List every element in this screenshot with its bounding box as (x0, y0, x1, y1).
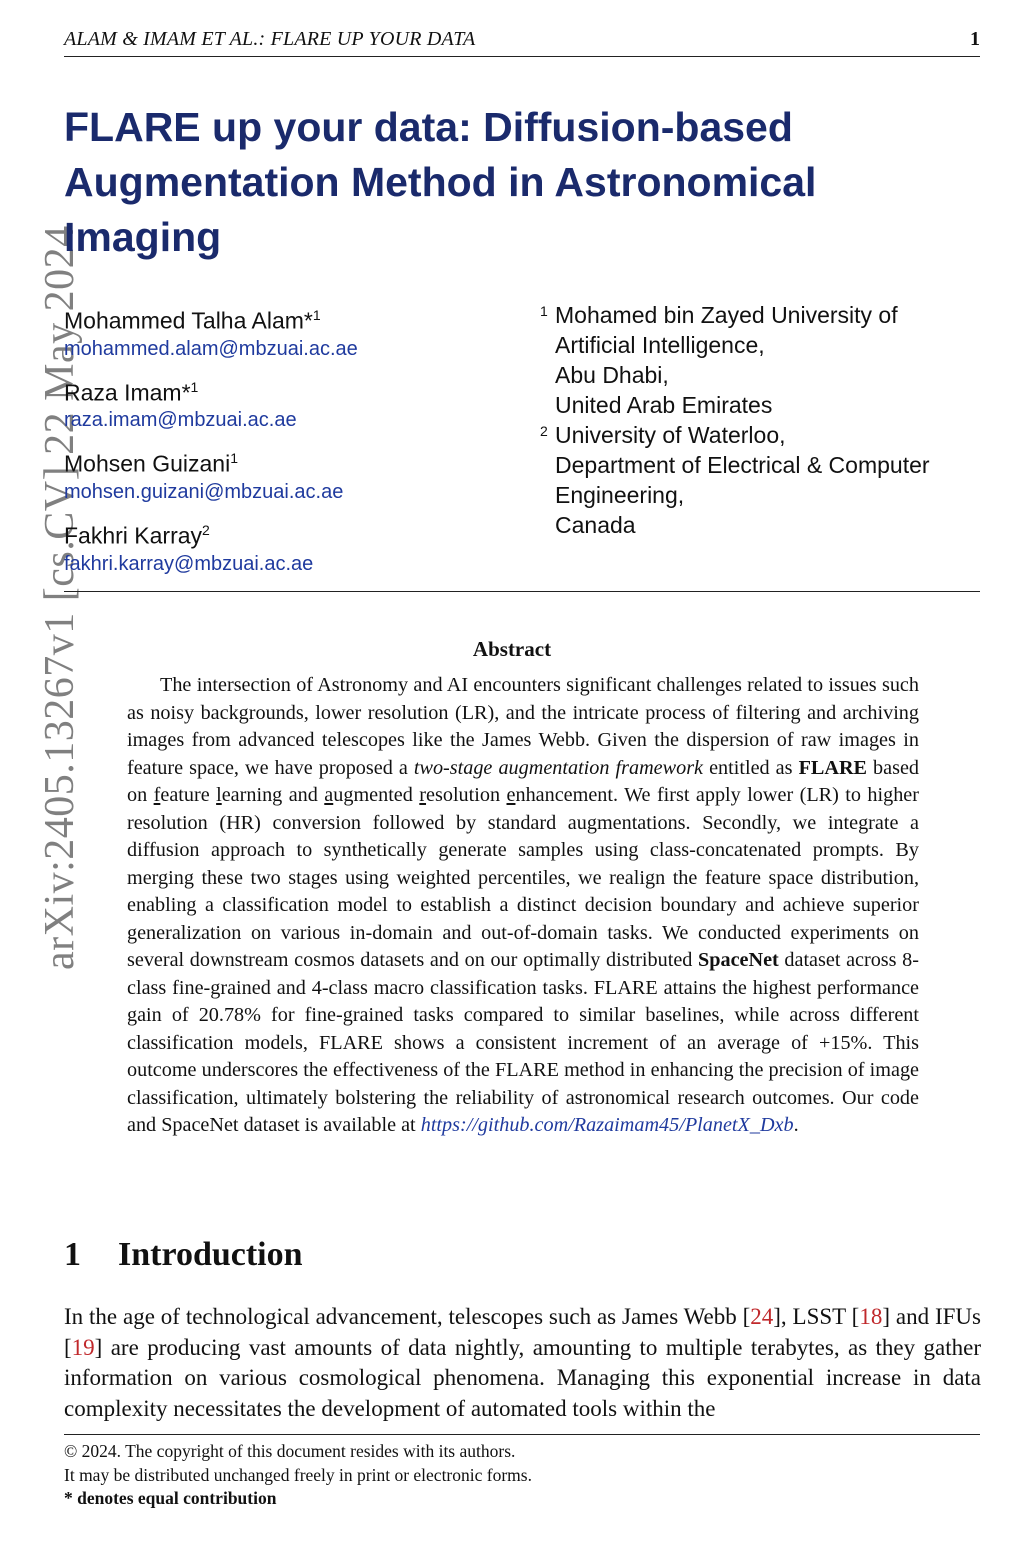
running-title: ALAM & IMAM ET AL.: FLARE UP YOUR DATA (64, 28, 476, 50)
author-email-link[interactable]: fakhri.karray@mbzuai.ac.ae (64, 552, 314, 575)
affiliation-line: Engineering, (555, 482, 685, 508)
dataset-name: SpaceNet (698, 949, 779, 971)
affiliation-marker: 1 (540, 303, 548, 319)
affiliation-line: Abu Dhabi, (555, 362, 669, 388)
equal-contribution-note: * denotes equal contribution (64, 1488, 277, 1508)
copyright-line: © 2024. The copyright of this document resides with its authors. (64, 1441, 516, 1461)
author-email-link[interactable]: mohammed.alam@mbzuai.ac.ae (64, 337, 358, 360)
footnote-divider (64, 1434, 980, 1435)
emphasis: two-stage augmentation framework (413, 756, 704, 779)
author-name: Mohsen Guizani (64, 450, 231, 477)
footnotes (64, 1440, 532, 1511)
section-title: Introduction (118, 1236, 303, 1273)
distribution-line: It may be distributed unchanged freely in print or electronic forms. (64, 1464, 532, 1485)
author-entry (64, 443, 494, 505)
intro-paragraph: In the age of technological advancement, telescopes such as James Webb [24], LSST [18] and IFUs [19] are producing vast amounts of data nightly, amounting to multiple terabytes, as they gather information on various cosmological phenomena. Managing this exponential increase in data complexity necessitates the development of automated tools within the (64, 1304, 981, 1421)
author-entry (64, 372, 494, 434)
author-name: Mohammed Talha Alam* (64, 307, 313, 334)
code-link[interactable]: https://github.com/Razaimam45/PlanetX_Dxb (420, 1114, 794, 1136)
section-heading (64, 1236, 303, 1274)
author-email-link[interactable]: mohsen.guizani@mbzuai.ac.ae (64, 480, 344, 503)
method-name: FLARE (798, 756, 867, 779)
affiliation-line: Mohamed bin Zayed University of (555, 302, 898, 328)
author-affiliation-marker: 1 (190, 378, 199, 395)
affiliation-line: University of Waterloo, (555, 422, 786, 448)
author-entry (64, 515, 494, 577)
author-name: Raza Imam* (64, 379, 191, 406)
citation-link[interactable]: 18 (859, 1304, 883, 1329)
author-affiliation-marker: 2 (202, 521, 210, 538)
arxiv-stamp: arXiv:2405.13267v1 [cs.CV] 22 May 2024 (37, 225, 83, 970)
affiliation-line: Canada (555, 512, 636, 538)
page-number: 1 (970, 28, 980, 50)
author-name: Fakhri Karray (64, 522, 203, 549)
abstract-heading: Abstract (472, 637, 552, 661)
affiliation-line: Department of Electrical & Computer (555, 452, 930, 478)
author-affiliation-marker: 1 (312, 307, 321, 323)
affiliation-list (540, 300, 990, 540)
affiliation-marker: 2 (540, 423, 548, 439)
author-affiliation-marker: 1 (230, 450, 238, 467)
author-entry (64, 300, 494, 362)
author-list (64, 300, 494, 587)
citation-link[interactable]: 19 (71, 1334, 95, 1360)
affiliation-entry (540, 300, 990, 420)
paper-title: FLARE up your data: Diffusion-based Augmentation Method in Astronomical Imaging (64, 104, 817, 260)
affiliation-line: Artificial Intelligence, (555, 332, 765, 358)
section-number: 1 (64, 1236, 81, 1273)
citation-link[interactable]: 24 (750, 1304, 774, 1329)
author-email-link[interactable]: raza.imam@mbzuai.ac.ae (64, 409, 297, 432)
abstract-text: The intersection of Astronomy and AI encounters significant challenges related to issues such as noisy backgrounds, lower resolution (LR), and the intricate process of filtering and archiving images from advanced telescopes like the James Webb. Given the dispersion of raw images in feature space, we have proposed a two-stage augmentation framework entitled as FLARE based on feature learning and augmented resolution enhancement. We first apply lower (LR) to higher resolution (HR) conversion followed by standard augmentations. Secondly, we integrate a diffusion approach to synthetically generate samples using class-concatenated prompts. By merging these two stages using weighted percentiles, we realign the feature space distribution, enabling a classification model to establish a distinct decision boundary and achieve superior generalization on various in-domain and out-of-domain tasks. We conducted experiments on several downstream cosmos datasets and on our optimally distributed SpaceNet dataset across 8-class fine-grained and 4-class macro classification tasks. FLARE attains the highest performance gain of 20.78% for fine-grained tasks compared to similar baselines, while across different classification models, FLARE shows a consistent increment of an average of +15%. This outcome underscores the effectiveness of the FLARE method in enhancing the precision of image classification, ultimately bolstering the reliability of astronomical research outcomes. Our code and SpaceNet dataset is available at https://github.com/Razaimam45/PlanetX_Dxb. (127, 674, 920, 1136)
affiliation-entry (540, 420, 990, 540)
affiliation-line: United Arab Emirates (555, 392, 773, 418)
running-header (64, 26, 980, 57)
divider (64, 591, 980, 592)
